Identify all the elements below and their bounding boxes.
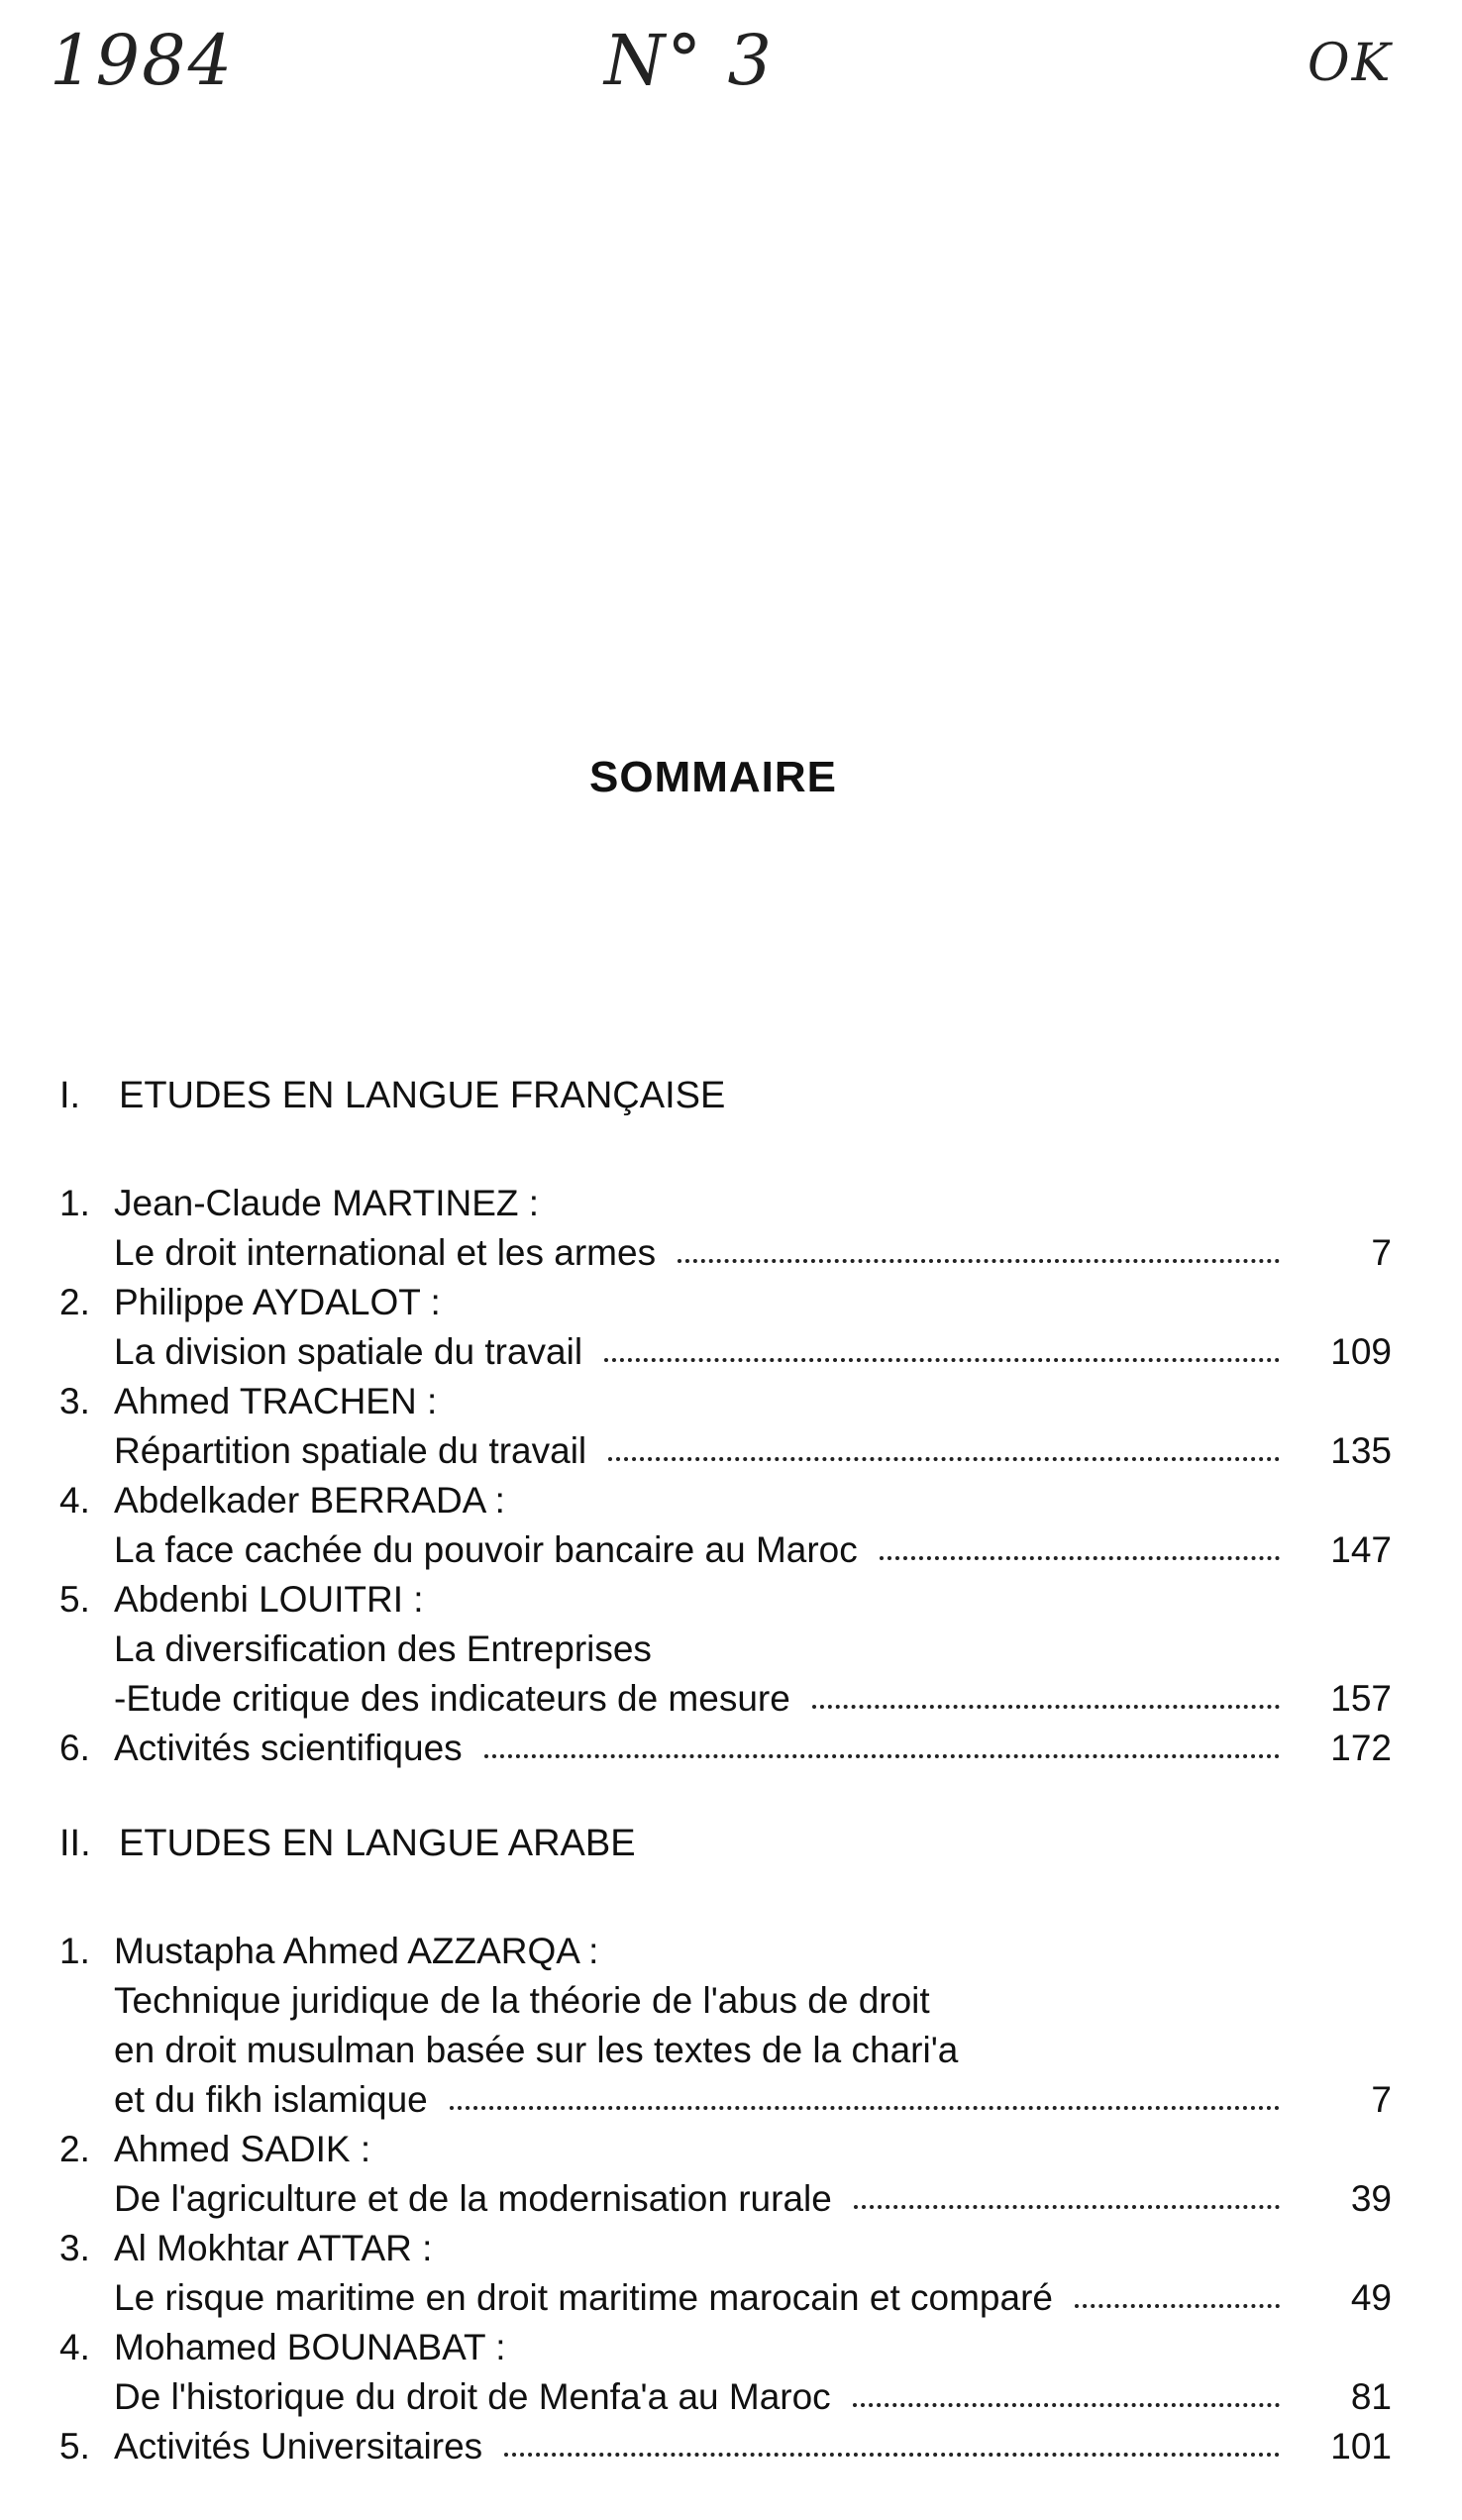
toc-entry-title: De l'historique du droit de Menfa'a au Maroc bbox=[114, 2376, 831, 2417]
dot-leader bbox=[484, 1744, 1280, 1758]
toc-entry-page-number: 135 bbox=[1330, 1430, 1392, 1471]
toc-entry-title-row bbox=[114, 2075, 1392, 2125]
toc-entry-number: 4. bbox=[59, 2327, 90, 2367]
toc-entry-page-number: 49 bbox=[1350, 2277, 1392, 2318]
toc-entry-title: Le droit international et les armes bbox=[114, 1232, 657, 1273]
toc-entry-title-row bbox=[114, 1525, 1392, 1575]
toc-entry-title-row bbox=[114, 1724, 1392, 1773]
toc-entry-title-row bbox=[114, 1228, 1392, 1278]
toc-entry-title-line: en droit musulman basée sur les textes de la chari'a bbox=[114, 2030, 959, 2070]
toc-entry-title: et du fikh islamique bbox=[114, 2079, 428, 2120]
toc-entry-page-number: 157 bbox=[1330, 1678, 1392, 1719]
toc-entry-title: Activités Universitaires bbox=[114, 2426, 483, 2467]
toc-entry-page-number: 101 bbox=[1330, 2426, 1392, 2467]
section-title: ETUDES EN LANGUE ARABE bbox=[119, 1823, 636, 1864]
toc-entry-page-number: 147 bbox=[1330, 1529, 1392, 1570]
section-roman-numeral: II. bbox=[59, 1823, 91, 1864]
toc-entry-title: De l'agriculture et de la modernisation rurale bbox=[114, 2178, 832, 2219]
dot-leader bbox=[812, 1695, 1280, 1709]
toc-entry-title: Répartition spatiale du travail bbox=[114, 1430, 587, 1471]
toc-entry-title-line: Technique juridique de la théorie de l'abus de droit bbox=[114, 1980, 930, 2021]
page-title: SOMMAIRE bbox=[589, 753, 837, 801]
section-title: ETUDES EN LANGUE FRANÇAISE bbox=[119, 1075, 726, 1116]
toc-entry-page-number: 172 bbox=[1330, 1728, 1392, 1768]
toc-entry-title: La division spatiale du travail bbox=[114, 1331, 583, 1372]
toc-entry-page-number: 81 bbox=[1350, 2376, 1392, 2417]
toc-entry-number: 2. bbox=[59, 2129, 90, 2169]
handwritten-ok-mark: OK bbox=[1307, 34, 1393, 93]
toc-entry-page-number: 7 bbox=[1371, 1232, 1392, 1273]
toc-entry-author: Mustapha Ahmed AZZARQA : bbox=[114, 1931, 599, 1971]
dot-leader bbox=[1075, 2294, 1280, 2308]
section-heading bbox=[59, 1075, 725, 1117]
toc-entry-author: Ahmed SADIK : bbox=[114, 2129, 371, 2169]
toc-entry-title-line: La diversification des Entreprises bbox=[114, 1628, 652, 1669]
toc-entry-title-row bbox=[114, 1426, 1392, 1476]
toc-entry-number: 1. bbox=[59, 1931, 90, 1971]
toc-entry-title: Le risque maritime en droit maritime marocain et comparé bbox=[114, 2277, 1053, 2318]
toc-entry-number: 1. bbox=[59, 1183, 90, 1223]
toc-entry-number: 5. bbox=[59, 2426, 90, 2467]
toc-entry-title: -Etude critique des indicateurs de mesure bbox=[114, 1678, 790, 1719]
section-roman-numeral: I. bbox=[59, 1075, 81, 1116]
toc-entry-title-row bbox=[114, 2273, 1392, 2323]
dot-leader bbox=[604, 1348, 1280, 1362]
toc-entry-number: 3. bbox=[59, 2228, 90, 2268]
dot-leader bbox=[678, 1249, 1280, 1263]
toc-entry-number: 3. bbox=[59, 1381, 90, 1421]
section-heading bbox=[59, 1823, 636, 1865]
dot-leader bbox=[853, 2393, 1280, 2407]
toc-entry-title: La face cachée du pouvoir bancaire au Maroc bbox=[114, 1529, 858, 1570]
handwritten-issue-number: N° 3 bbox=[604, 20, 775, 101]
toc-entry-title-row bbox=[114, 2422, 1392, 2471]
toc-entry-number: 5. bbox=[59, 1579, 90, 1620]
dot-leader bbox=[450, 2096, 1280, 2110]
toc-entry-number: 4. bbox=[59, 1480, 90, 1521]
dot-leader bbox=[854, 2195, 1280, 2209]
toc-entry-title: Activités scientifiques bbox=[114, 1728, 463, 1768]
toc-entry-page-number: 7 bbox=[1371, 2079, 1392, 2120]
toc-entry-title-row bbox=[114, 2174, 1392, 2224]
toc-entry-number: 6. bbox=[59, 1728, 90, 1768]
handwritten-year: 1984 bbox=[50, 20, 235, 101]
toc-entry-author: Philippe AYDALOT : bbox=[114, 1282, 441, 1322]
toc-entry-number: 2. bbox=[59, 1282, 90, 1322]
toc-entry-title-row bbox=[114, 1327, 1392, 1377]
toc-entry-author: Ahmed TRACHEN : bbox=[114, 1381, 438, 1421]
toc-entry-author: Al Mokhtar ATTAR : bbox=[114, 2228, 433, 2268]
dot-leader bbox=[880, 1546, 1280, 1560]
toc-entry-author: Jean-Claude MARTINEZ : bbox=[114, 1183, 540, 1223]
toc-entry-title-row bbox=[114, 1674, 1392, 1724]
toc-entry-author: Abdelkader BERRADA : bbox=[114, 1480, 505, 1521]
toc-entry-author: Abdenbi LOUITRI : bbox=[114, 1579, 424, 1620]
toc-entry-page-number: 109 bbox=[1330, 1331, 1392, 1372]
dot-leader bbox=[504, 2443, 1280, 2457]
toc-entry-title-row bbox=[114, 2372, 1392, 2422]
toc-entry-page-number: 39 bbox=[1350, 2178, 1392, 2219]
dot-leader bbox=[608, 1447, 1280, 1461]
toc-entry-author: Mohamed BOUNABAT : bbox=[114, 2327, 506, 2367]
